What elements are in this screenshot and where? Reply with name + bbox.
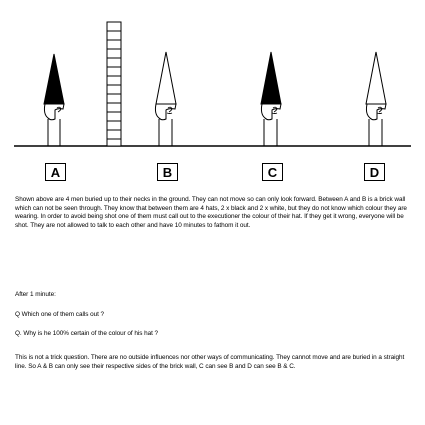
intro-paragraph: Shown above are 4 men buried up to their necks in the ground. They can not move so can only look forward. Between A and B is a brick wall which can not be seen through. They know that between them are 4 hats, 2 x black and 2 x white, but they do not know which colour they are wearing. In order to avoid being shot one of them must call out to the executioner the colour of their hat. If they get it wrong, everyone will be shot. They are not allowed to talk to each other and have 10 minutes to fathom it out. (15, 196, 407, 229)
label-c: C (262, 163, 283, 181)
head-a (44, 104, 64, 120)
white-hat (156, 52, 176, 104)
man-b (155, 52, 176, 146)
black-hat (261, 52, 281, 104)
label-b: B (157, 163, 178, 181)
man-d (366, 52, 386, 146)
note-paragraph: This is not a trick question. There are no outside influences nor other ways of communicating. They cannot move and are buried in a straight line. So A & B can only see their respective sides of the brick wall, C can see B and D can see B & C. (15, 354, 405, 370)
brick-wall (107, 22, 121, 146)
black-hat (44, 54, 64, 104)
man-c (261, 52, 281, 146)
white-hat (366, 52, 386, 104)
question-two: Q. Why is he 100% certain of the colour of his hat ? (15, 330, 159, 337)
label-a: A (45, 163, 66, 181)
question-one: Q Which one of them calls out ? (15, 311, 105, 318)
man-a (44, 54, 64, 146)
label-d: D (364, 163, 385, 181)
head-d (366, 104, 386, 120)
after-one-minute: After 1 minute: (15, 291, 56, 298)
head-c (261, 104, 281, 120)
head-b (155, 104, 176, 120)
